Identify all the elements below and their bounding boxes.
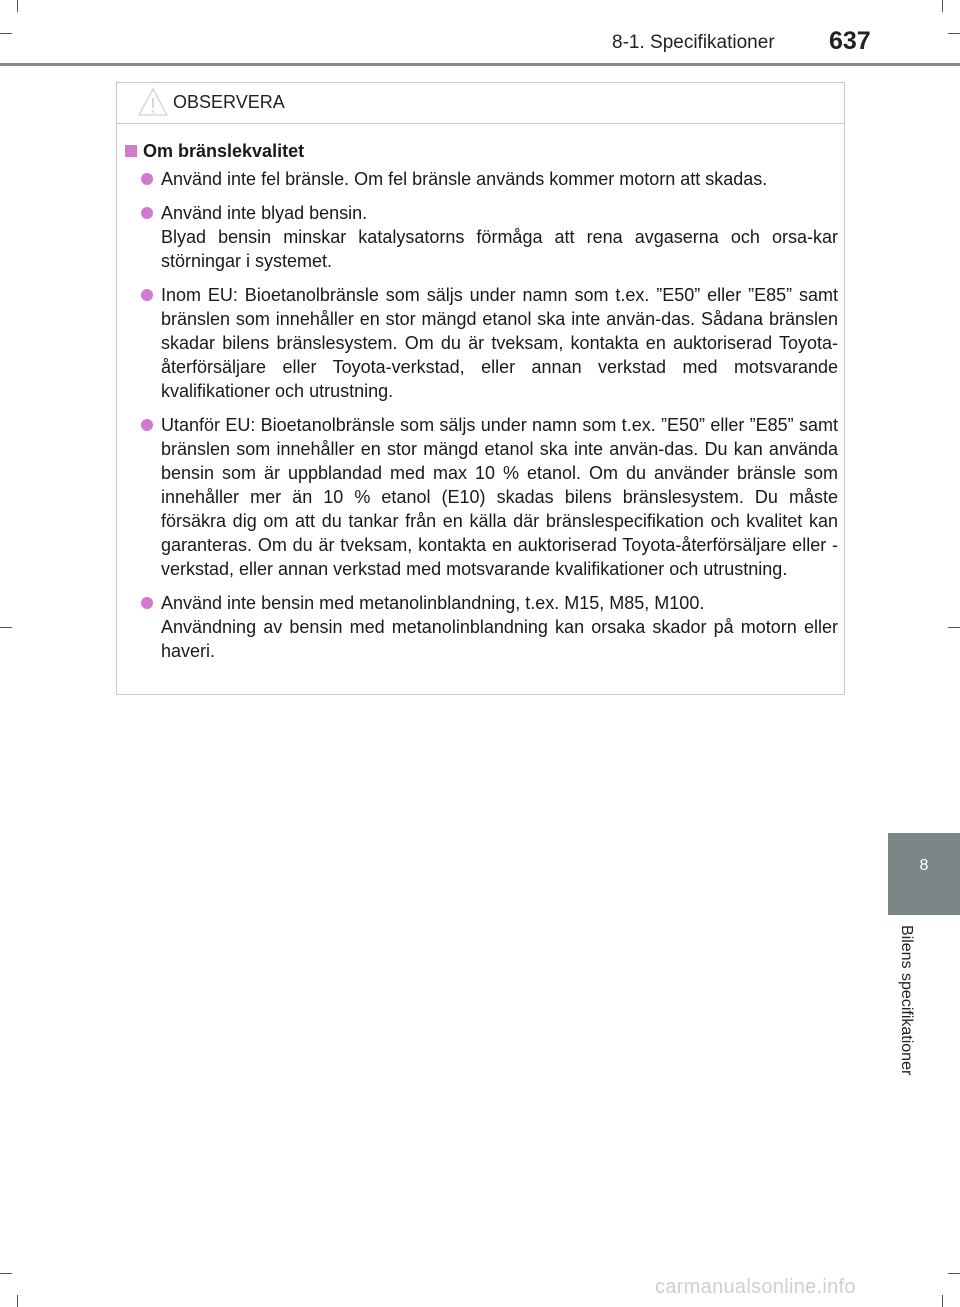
item-text: Användning av bensin med metanolinblandning kan orsaka skador på motorn eller haveri. xyxy=(161,617,838,661)
caution-box xyxy=(116,82,845,695)
watermark: carmanualsonline.info xyxy=(655,1276,856,1298)
item-text: Använd inte fel bränsle. Om fel bränsle används kommer motorn att skadas. xyxy=(161,169,768,189)
list-item xyxy=(141,201,838,273)
warning-triangle-icon xyxy=(137,87,169,117)
chapter-tab xyxy=(888,833,960,915)
chapter-number: 8 xyxy=(919,857,929,874)
caution-list xyxy=(141,167,838,673)
crop-mark xyxy=(17,1295,18,1307)
item-text: Utanför EU: Bioetanolbränsle som säljs under namn som t.ex. ”E50” eller ”E85” samt bränslen som innehåller en stor mängd etanol ska inte använ-das. Du kan använda bensin som är uppblandad med max 10 % etanol. Om du använder bränsle som innehåller mer än 10 % etanol (E10) skadas bilens bränslesystem. Du måste försäkra dig om att du tankar från en källa där bränslespecifikation och kvalitet kan garanteras. Om du är tveksam, kontakta en auktoriserad Toyota-återförsäljare eller -verkstad, eller annan verkstad med motsvarande kvalifikationer och utrustning. xyxy=(161,415,838,579)
crop-mark xyxy=(948,627,960,628)
page-number: 637 xyxy=(829,27,871,55)
bullet-dot-icon xyxy=(141,597,153,609)
caution-header xyxy=(117,83,844,124)
crop-mark xyxy=(0,627,12,628)
list-item xyxy=(141,413,838,581)
crop-mark xyxy=(942,1295,943,1307)
bullet-dot-icon xyxy=(141,207,153,219)
section-title: 8-1. Specifikationer xyxy=(612,32,775,53)
item-text: Blyad bensin minskar katalysatorns förmåga att rena avgaserna och orsa-kar störningar i systemet. xyxy=(161,227,838,271)
caution-title: OBSERVERA xyxy=(173,92,285,112)
bullet-dot-icon xyxy=(141,289,153,301)
crop-mark xyxy=(948,33,960,34)
crop-mark xyxy=(942,0,943,12)
item-text: Använd inte bensin med metanolinblandning, t.ex. M15, M85, M100. xyxy=(161,593,705,613)
crop-mark xyxy=(948,1273,960,1274)
section-heading xyxy=(125,141,304,162)
item-text: Använd inte blyad bensin. xyxy=(161,203,368,223)
crop-mark xyxy=(0,33,12,34)
bullet-dot-icon xyxy=(141,173,153,185)
bullet-dot-icon xyxy=(141,419,153,431)
crop-mark xyxy=(17,0,18,12)
section-heading-text: Om bränslekvalitet xyxy=(143,141,305,161)
list-item xyxy=(141,283,838,403)
header-rule xyxy=(0,63,960,66)
square-bullet-icon xyxy=(125,145,137,157)
list-item xyxy=(141,591,838,663)
list-item xyxy=(141,167,838,191)
chapter-title: Bilens specifikationer xyxy=(898,925,915,1076)
crop-mark xyxy=(0,1273,12,1274)
item-text: Inom EU: Bioetanolbränsle som säljs under namn som t.ex. ”E50” eller ”E85” samt bränslen som innehåller en stor mängd etanol ska inte använ-das. Sådana bränslen skadar bilens bränslesystem. Om du är tveksam, kontakta en auktoriserad Toyota-återförsäljare eller Toyota-verkstad, eller annan verkstad med motsvarande kvalifikationer och utrustning. xyxy=(161,285,838,401)
